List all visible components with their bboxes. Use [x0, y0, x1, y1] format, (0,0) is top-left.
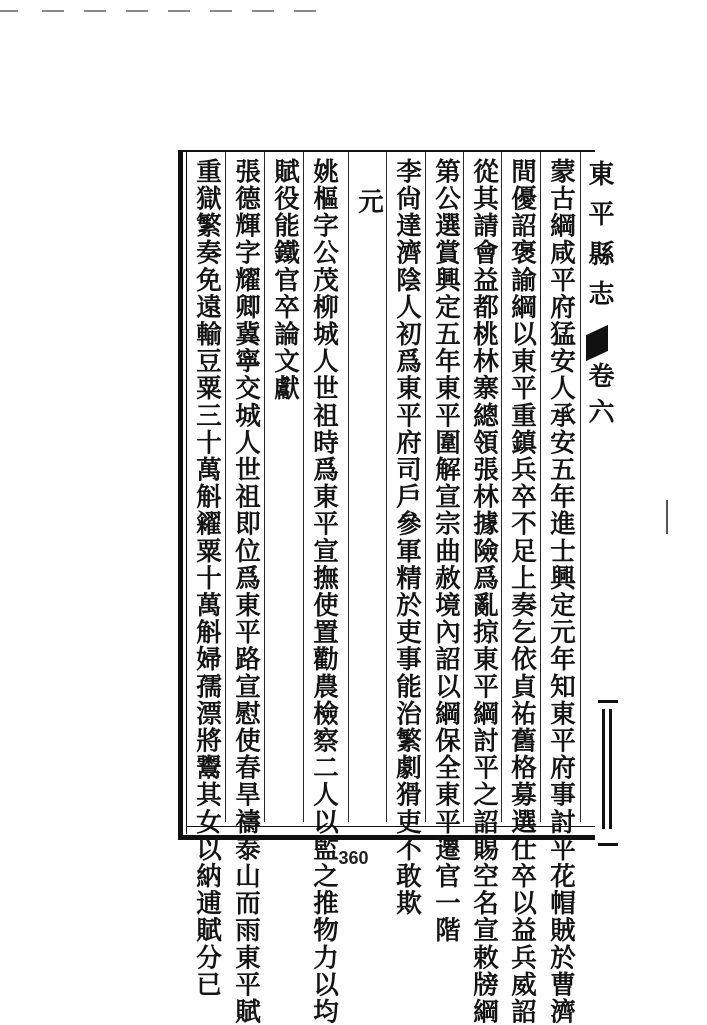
scan-dash: [84, 10, 106, 12]
scan-dash: [126, 10, 148, 12]
text-column-10: 重獄繁奏免遠輸豆粟三十萬斛糴粟十萬斛婦孺漂將鬻其女以納逋賦分已: [192, 158, 222, 999]
text-column-3: 從其請會益都桃林寨總領張林據險爲亂掠東平綱討平之詔賜空名宣敕牓綱: [469, 158, 499, 1025]
column-rule: [501, 152, 502, 822]
inner-rule-left: [186, 150, 187, 834]
text-column-5: 李尙達濟陰人初爲東平府司戶參軍精於吏事能治繁劇猾吏不敢欺: [392, 158, 422, 917]
text-column-8: 賦役能鐵官卒論文獻: [270, 158, 300, 402]
column-rule: [225, 152, 226, 822]
scan-dash: [252, 10, 274, 12]
stray-mark: [666, 500, 668, 534]
column-rule: [425, 152, 426, 822]
scan-dash: [42, 10, 64, 12]
text-column-9: 張德輝字耀卿冀寧交城人世祖即位爲東平路宣慰使春旱禱泰山而雨東平賦: [231, 158, 261, 1025]
text-column-7: 姚樞字公茂柳城人世祖時爲東平宣撫使置勸農檢察二人以監之推物力以均: [309, 158, 339, 1025]
column-rule: [264, 152, 265, 822]
column-rule: [303, 152, 304, 822]
column-rule: [463, 152, 464, 822]
scan-dash: [210, 10, 232, 12]
text-column-4: 第公選賞興定五年東平圍解宣宗曲赦境內詔以綱保全東平遷官一階: [431, 158, 461, 944]
column-rule: [386, 152, 387, 822]
column-rule: [348, 152, 349, 822]
banner-volume: 卷六: [584, 362, 614, 434]
text-column-1: 蒙古綱咸平府猛安人承安五年進士興定元年知東平府事討平花帽賊於曹濟: [546, 158, 576, 1025]
scan-dash: [0, 10, 18, 12]
scan-dash: [168, 10, 190, 12]
column-rule: [580, 152, 581, 822]
column-rule: [540, 152, 541, 822]
dynasty-heading-yuan: 元: [354, 188, 384, 216]
edge-border-block: [598, 700, 618, 846]
page-number: 360: [338, 848, 369, 868]
text-column-2: 間優詔褒諭綱以東平重鎮兵卒不足上奏乞依貞祐舊格募選仕卒以益兵威詔: [507, 158, 537, 1025]
book-title-banner: 東平縣志: [584, 160, 614, 320]
scan-dash: [294, 10, 316, 12]
